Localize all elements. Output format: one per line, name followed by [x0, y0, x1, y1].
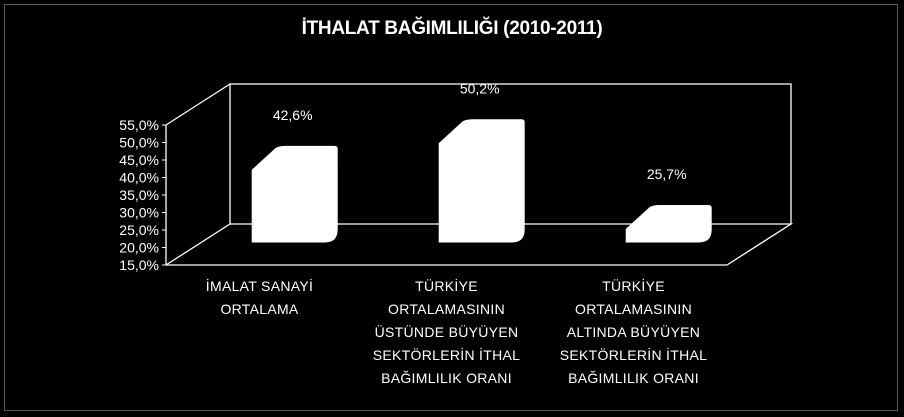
x-category-label-line: TÜRKİYE — [602, 278, 665, 294]
y-tick-label: 40,0% — [119, 169, 159, 186]
x-category-label — [362, 275, 532, 390]
bar — [252, 146, 338, 243]
y-tick-label: 35,0% — [119, 187, 159, 203]
x-category-label-line: ALTINDA BÜYÜYEN — [566, 324, 701, 340]
bar — [626, 205, 712, 242]
x-category-label-line: ORTALAMASININ — [388, 301, 505, 317]
side-wall-edge — [166, 84, 230, 125]
x-category-label-line: BAĞIMLILIK ORANI — [568, 370, 699, 386]
y-tick-label: 30,0% — [119, 204, 159, 221]
y-tick-label: 45,0% — [119, 152, 159, 168]
bar-value-label: 42,6% — [272, 106, 313, 123]
x-category-label-line: İMALAT SANAYİ — [205, 278, 314, 294]
bar — [439, 119, 525, 242]
bar-value-label: 50,2% — [459, 80, 500, 97]
y-tick-label: 15,0% — [119, 257, 159, 273]
x-category-label-line: TÜRKİYE — [415, 278, 478, 294]
x-category-label-line: SEKTÖRLERİN İTHAL — [559, 347, 708, 363]
x-category-label-line: BAĞIMLILIK ORANI — [381, 370, 512, 386]
y-tick-label: 20,0% — [119, 239, 159, 256]
x-category-label-line: SEKTÖRLERİN İTHAL — [372, 347, 521, 363]
x-category-label-line: ORTALAMASININ — [575, 301, 692, 317]
x-category-label-line: ORTALAMA — [220, 301, 299, 317]
y-tick-label: 25,0% — [119, 222, 159, 238]
x-category-label — [549, 275, 719, 390]
x-category-label-line: ÜSTÜNDE BÜYÜYEN — [374, 324, 519, 340]
y-tick-label: 55,0% — [119, 117, 159, 133]
chart-title: İTHALAT BAĞIMLILIĞI (2010-2011) — [301, 18, 603, 39]
x-category-label — [175, 275, 345, 321]
y-tick-label: 50,0% — [119, 134, 159, 151]
bar-value-label: 25,7% — [646, 166, 687, 182]
